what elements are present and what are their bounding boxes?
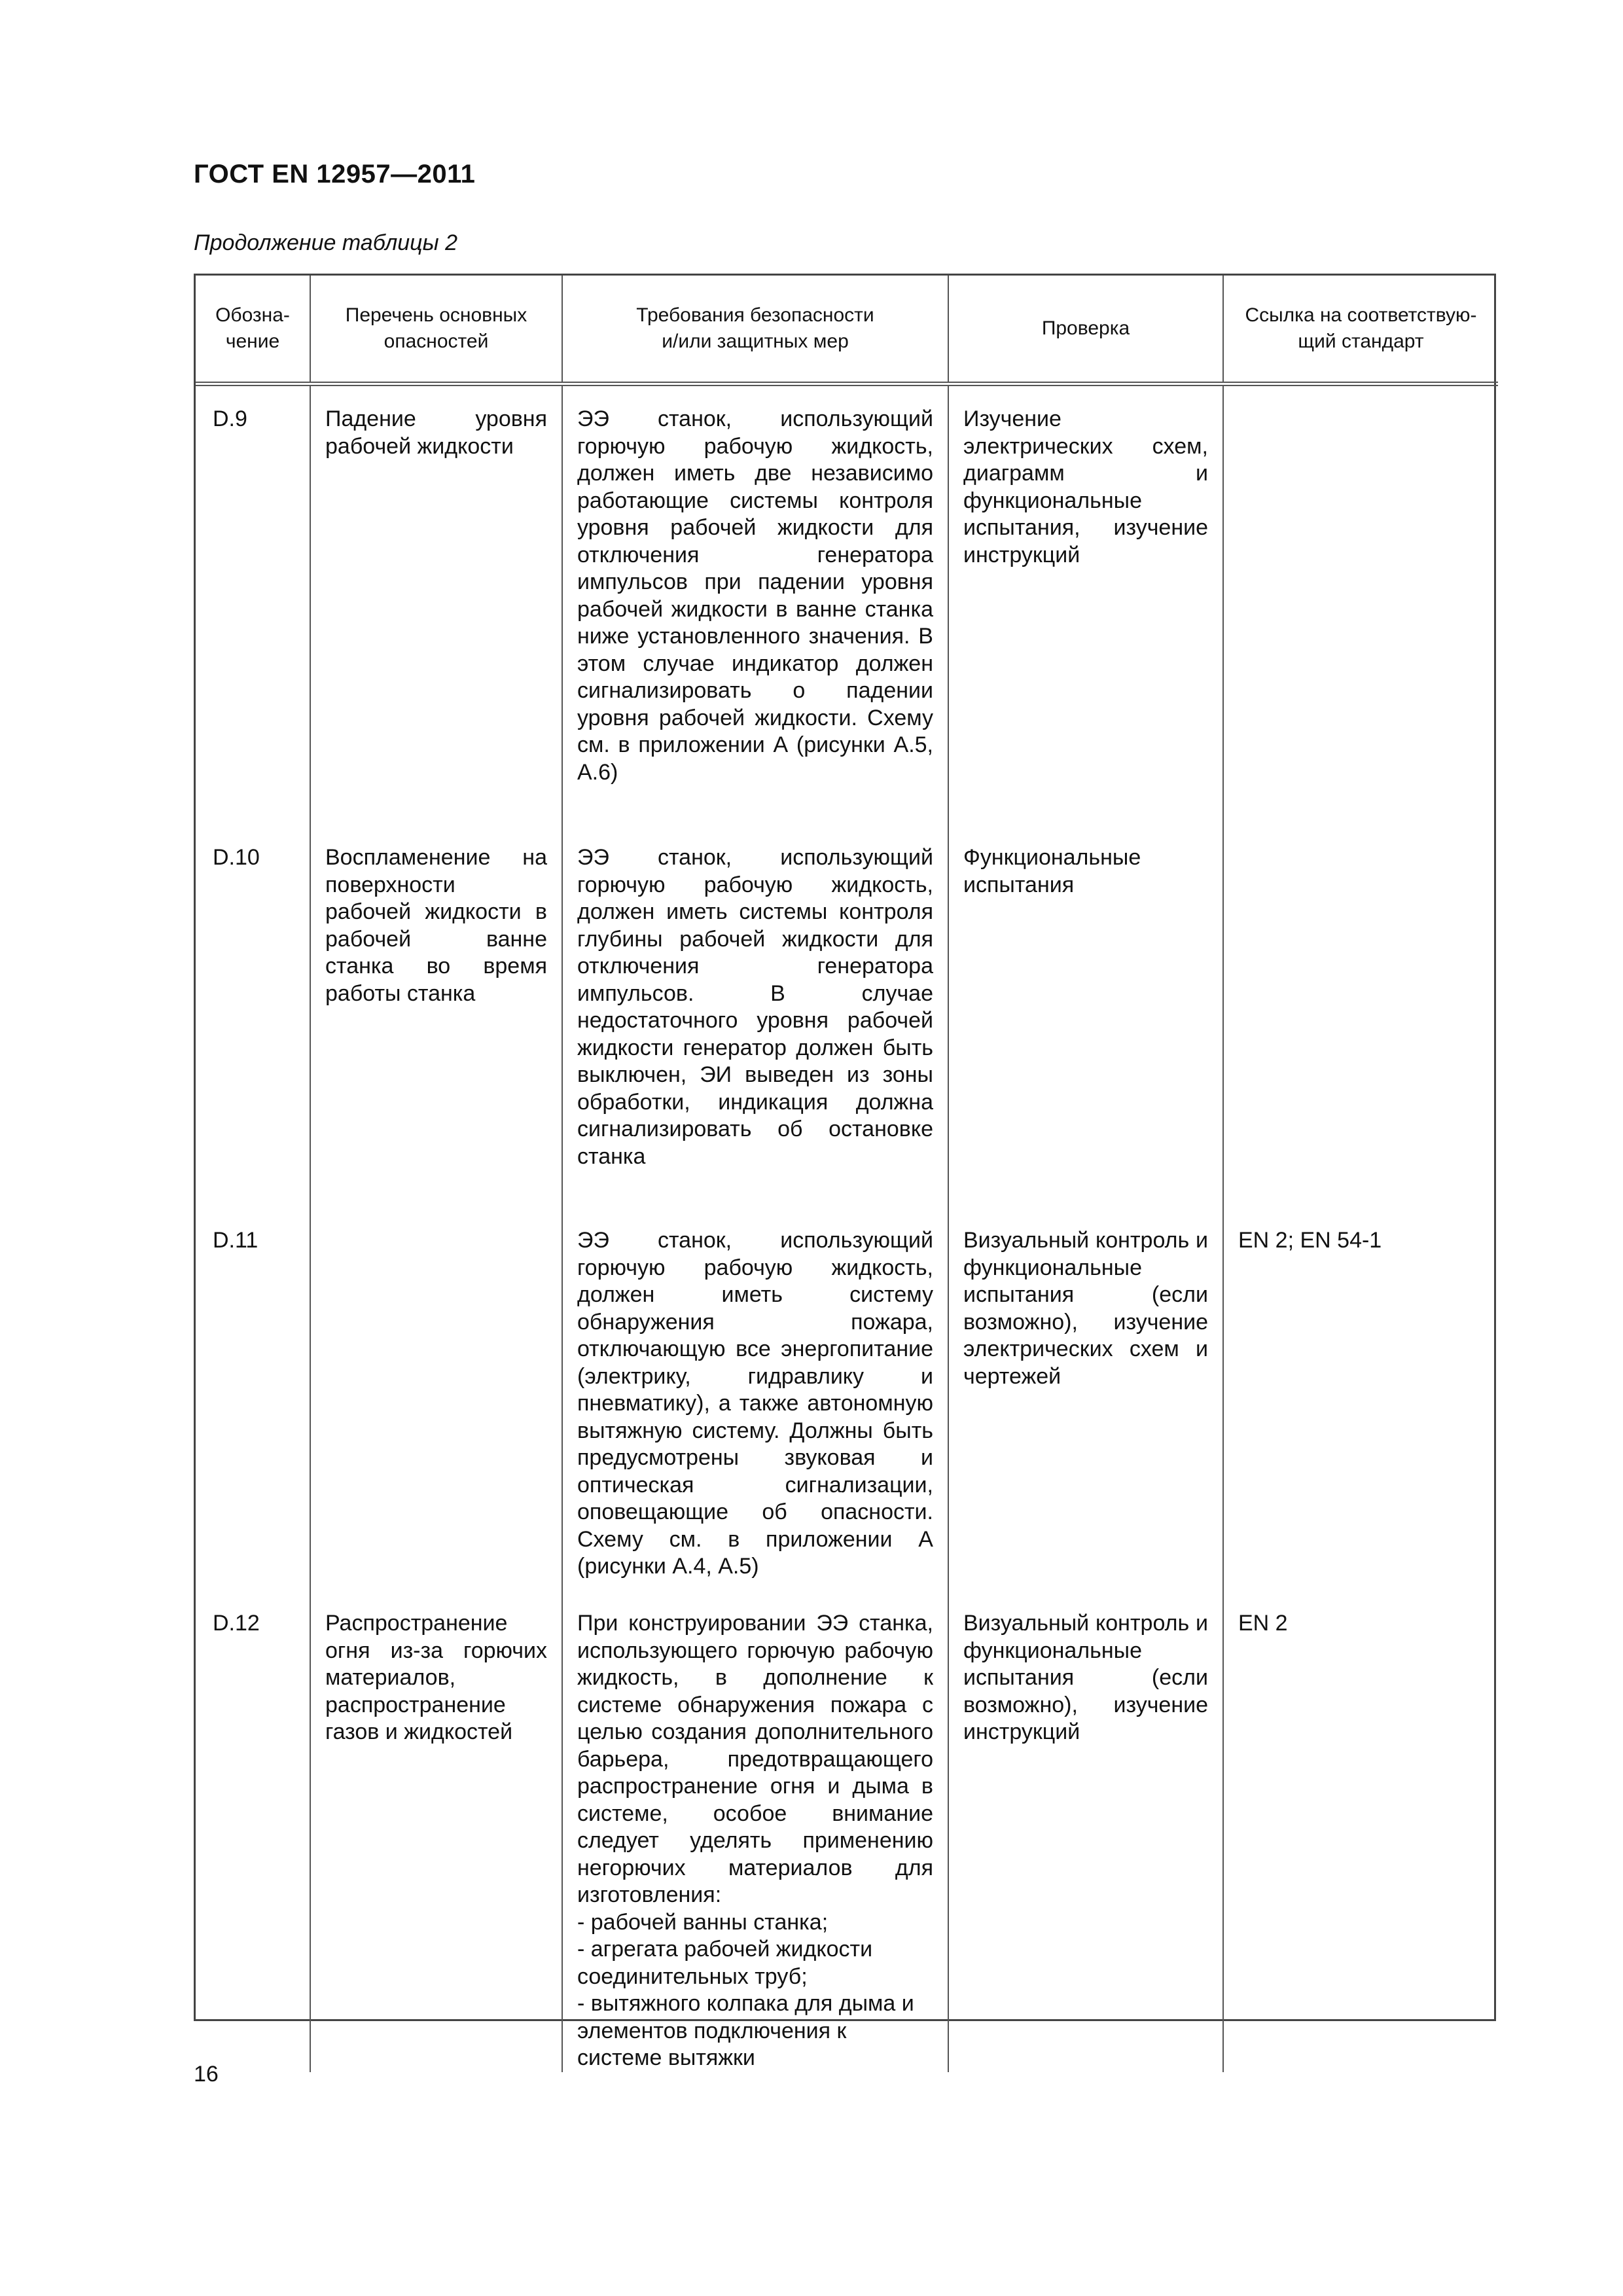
requirement-list-item: - агрегата рабочей жидкости соединительных труб; — [577, 1937, 873, 1989]
requirement-list-item: - вытяжного колпака для дыма и элементов подключения к системе вытяжки — [577, 1991, 914, 2070]
cell-hazard: Падение уровня рабочей жидкости — [310, 384, 562, 825]
cell-verification: Функциональные испытания — [948, 825, 1223, 1208]
table-row — [196, 1208, 1498, 1590]
cell-reference: EN 2; EN 54-1 — [1238, 1228, 1382, 1253]
table-row — [196, 825, 1498, 1208]
cell-hazard: Воспламенение на поверхности рабочей жидкости в рабочей ванне станка во время работы станка — [310, 825, 562, 1208]
column-header-verification: Проверка — [948, 276, 1223, 384]
column-header-hazards: Перечень основных опасностей — [310, 276, 562, 384]
hazards-table — [194, 274, 1496, 2070]
requirement-list-item: - рабочей ванны станка; — [577, 1909, 829, 1935]
table-row — [196, 384, 1498, 825]
cell-code: D.12 — [196, 1590, 310, 2072]
cell-hazard — [310, 1208, 562, 1590]
cell-requirement: ЭЭ станок, использующий горючую рабочую жидкость, должен иметь две независимо работающие системы контроля уровня рабочей жидкости для отключения генератора импульсов при падении уровня рабочей жидкости в ванне станка ниже установленного значения. В этом случае индикатор должен сигнализировать о падении уровня рабочей жидкости. Схему см. в приложении А (рисунки А.5, А.6) — [562, 384, 948, 825]
column-header-reference: Ссылка на соответствую- щий стандарт — [1223, 276, 1498, 384]
cell-verification: Визуальный контроль и функциональные испытания (если возможно), изучение инструкций — [948, 1590, 1223, 2072]
column-header-code: Обозна- чение — [196, 276, 310, 384]
cell-requirement — [562, 1590, 948, 2072]
cell-reference — [1223, 825, 1498, 1208]
cell-reference: EN 2 — [1238, 1611, 1288, 1636]
page-number: 16 — [194, 2062, 219, 2087]
cell-code: D.9 — [196, 384, 310, 825]
requirement-intro: При конструировании ЭЭ станка, использующего горючую рабочую жидкость, в дополнение к системе обнаружения пожара с целью создания дополнительного барьера, предотвращающего распространение огня и дыма в системе, особое внимание следует уделять применению негорючих материалов для изготовления: — [577, 1611, 933, 1907]
cell-code: D.11 — [196, 1208, 310, 1590]
column-header-requirements: Требования безопасности и/или защитных мер — [562, 276, 948, 384]
cell-verification: Изучение электрических схем, диаграмм и функциональные испытания, изучение инструкций — [948, 384, 1223, 825]
document-title: ГОСТ EN 12957—2011 — [194, 160, 476, 188]
table-header-row — [196, 276, 1498, 384]
cell-hazard: Распространение огня из-за горючих материалов, распространение газов и жидкостей — [310, 1590, 562, 2072]
cell-requirement: ЭЭ станок, использующий горючую рабочую жидкость, должен иметь систему обнаружения пожара, отключающую все энергопитание (электрику, гидравлику и пневматику), а также автономную вытяжную систему. Должны быть предусмотрены звуковая и оптическая сигнализации, оповещающие об опасности. Схему см. в приложении А (рисунки А.4, А.5) — [562, 1208, 948, 1590]
cell-requirement: ЭЭ станок, использующий горючую рабочую жидкость, должен иметь системы контроля глубины рабочей жидкости для отключения генератора импульсов. В случае недостаточного уровня рабочей жидкости генератор должен быть выключен, ЭИ выведен из зоны обработки, индикация должна сигнализировать об остановке станка — [562, 825, 948, 1208]
table-row — [196, 1590, 1498, 2072]
cell-verification: Визуальный контроль и функциональные испытания (если возможно), изучение электрических схем и чертежей — [948, 1208, 1223, 1590]
cell-reference — [1223, 384, 1498, 825]
table-caption: Продолжение таблицы 2 — [194, 230, 457, 255]
cell-code: D.10 — [196, 825, 310, 1208]
